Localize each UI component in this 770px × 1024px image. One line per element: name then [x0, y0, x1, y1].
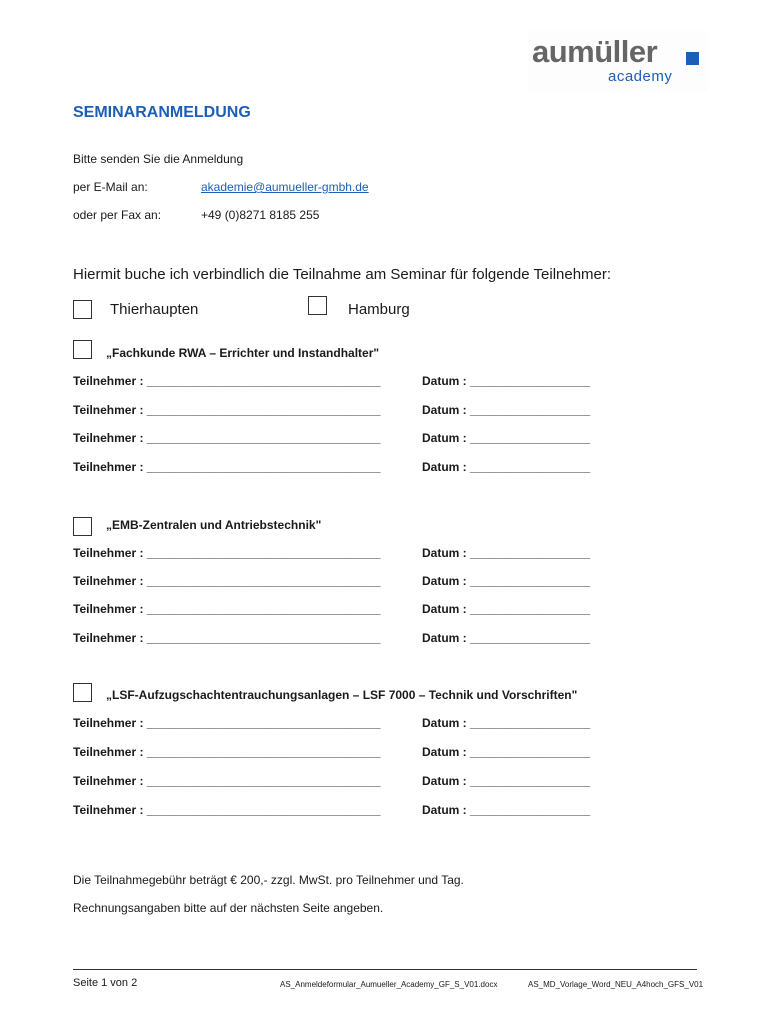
location-checkbox-thierhaupten[interactable] — [73, 300, 92, 319]
participant-field[interactable]: Teilnehmer : ___________________________________ — [73, 431, 381, 445]
course-checkbox-rwa[interactable] — [73, 340, 92, 359]
date-field[interactable]: Datum : __________________ — [422, 745, 591, 759]
date-field[interactable]: Datum : __________________ — [422, 803, 591, 817]
participant-field[interactable]: Teilnehmer : ___________________________________ — [73, 374, 381, 388]
participant-field[interactable]: Teilnehmer : ___________________________________ — [73, 574, 381, 588]
participant-field[interactable]: Teilnehmer : ___________________________________ — [73, 631, 381, 645]
date-field[interactable]: Datum : __________________ — [422, 460, 591, 474]
date-field[interactable]: Datum : __________________ — [422, 374, 591, 388]
course-checkbox-lsf[interactable] — [73, 683, 92, 702]
email-link[interactable]: akademie@aumueller-gmbh.de — [201, 180, 369, 194]
footer-divider — [73, 969, 697, 970]
date-field[interactable]: Datum : __________________ — [422, 403, 591, 417]
intro-text: Bitte senden Sie die Anmeldung — [73, 152, 244, 166]
date-field[interactable]: Datum : __________________ — [422, 546, 591, 560]
billing-text: Rechnungsangaben bitte auf der nächsten Seite angeben. — [73, 901, 384, 915]
participant-field[interactable]: Teilnehmer : ___________________________________ — [73, 716, 381, 730]
logo-wordmark: aumüller — [532, 34, 658, 69]
footer-template: AS_MD_Vorlage_Word_NEU_A4hoch_GFS_V01 — [528, 980, 704, 989]
participant-field[interactable]: Teilnehmer : ___________________________________ — [73, 803, 381, 817]
date-field[interactable]: Datum : __________________ — [422, 574, 591, 588]
participant-field[interactable]: Teilnehmer : ___________________________________ — [73, 774, 381, 788]
email-label: per E-Mail an: — [73, 180, 148, 194]
course-checkbox-emb[interactable] — [73, 517, 92, 536]
participant-field[interactable]: Teilnehmer : ___________________________________ — [73, 602, 381, 616]
participant-field[interactable]: Teilnehmer : ___________________________________ — [73, 460, 381, 474]
date-field[interactable]: Datum : __________________ — [422, 716, 591, 730]
date-field[interactable]: Datum : __________________ — [422, 774, 591, 788]
date-field[interactable]: Datum : __________________ — [422, 631, 591, 645]
course-title-emb: „EMB-Zentralen und Antriebstechnik" — [106, 518, 322, 532]
location-checkbox-hamburg[interactable] — [308, 296, 327, 315]
fax-number: +49 (0)8271 8185 255 — [201, 208, 320, 222]
logo-square — [686, 52, 699, 65]
participant-field[interactable]: Teilnehmer : ___________________________________ — [73, 546, 381, 560]
participant-field[interactable]: Teilnehmer : ___________________________________ — [73, 403, 381, 417]
page-number: Seite 1 von 2 — [73, 977, 138, 989]
location-label-thierhaupten: Thierhaupten — [110, 301, 199, 318]
course-title-lsf: „LSF-Aufzugschachtentrauchungsanlagen – LSF 7000 – Technik und Vorschriften" — [106, 688, 578, 702]
course-title-rwa: „Fachkunde RWA – Errichter und Instandhalter" — [106, 346, 380, 360]
company-logo — [528, 30, 708, 92]
footer-filename: AS_Anmeldeformular_Aumueller_Academy_GF_S_V01.docx — [280, 980, 498, 989]
location-label-hamburg: Hamburg — [348, 301, 410, 318]
booking-headline: Hiermit buche ich verbindlich die Teilnahme am Seminar für folgende Teilnehmer: — [73, 266, 612, 283]
page-title: SEMINARANMELDUNG — [73, 104, 251, 121]
date-field[interactable]: Datum : __________________ — [422, 602, 591, 616]
logo-subtitle: academy — [608, 68, 673, 85]
date-field[interactable]: Datum : __________________ — [422, 431, 591, 445]
fax-label: oder per Fax an: — [73, 208, 162, 222]
fee-text: Die Teilnahmegebühr beträgt € 200,- zzgl. MwSt. pro Teilnehmer und Tag. — [73, 873, 464, 887]
participant-field[interactable]: Teilnehmer : ___________________________________ — [73, 745, 381, 759]
